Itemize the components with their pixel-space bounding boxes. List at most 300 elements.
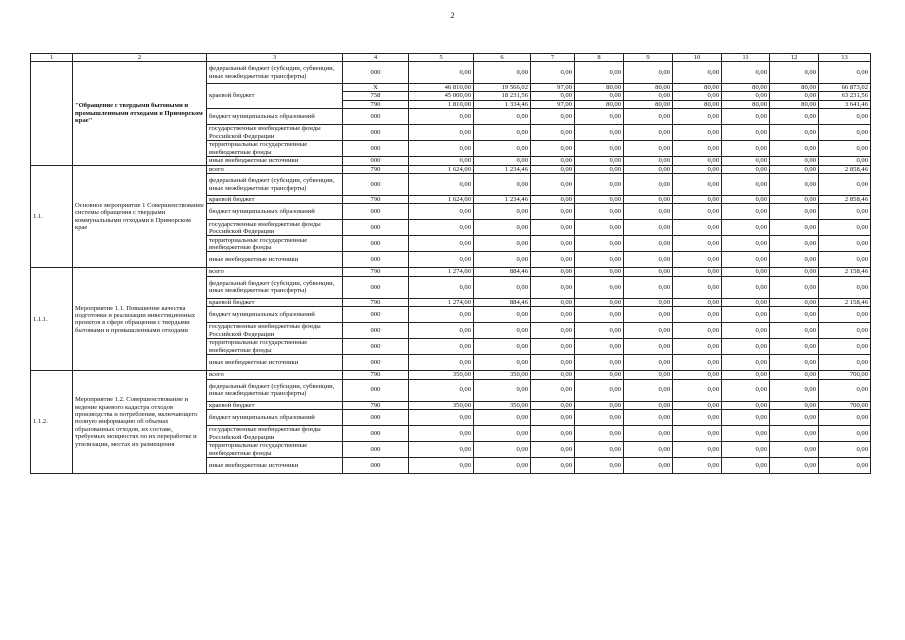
year-value: 0,00 — [409, 236, 474, 252]
year-value: 0,00 — [474, 220, 531, 236]
budget-code: 000 — [343, 204, 409, 220]
item-name: Мероприятие 1.1. Повышение качества подготовки и реализации инвестиционных проектов в сфере обращения с твердыми бытовыми и промышленными отходами — [73, 268, 207, 371]
year-value: 0,00 — [624, 401, 673, 409]
total-value: 0,00 — [819, 252, 871, 268]
year-value: 0,00 — [531, 204, 575, 220]
funding-source: бюджет муниципальных образований — [207, 204, 343, 220]
funding-source: всего — [207, 165, 343, 173]
column-header-12: 12 — [770, 54, 819, 62]
budget-code: 790 — [343, 100, 409, 108]
year-value: 0,00 — [722, 157, 770, 165]
budget-code: 000 — [343, 125, 409, 141]
year-value: 0,00 — [624, 204, 673, 220]
year-value: 0,00 — [722, 141, 770, 157]
budget-code: 000 — [343, 236, 409, 252]
funding-source: краевой бюджет — [207, 298, 343, 306]
year-value: 0,00 — [673, 371, 722, 379]
budget-code: Х — [343, 84, 409, 92]
year-value: 0,00 — [409, 141, 474, 157]
total-value: 0,00 — [819, 109, 871, 125]
budget-code: 000 — [343, 157, 409, 165]
year-value: 0,00 — [575, 236, 624, 252]
year-value: 0,00 — [409, 62, 474, 84]
year-value: 0,00 — [474, 410, 531, 426]
year-value: 0,00 — [474, 174, 531, 196]
total-value: 63 231,56 — [819, 92, 871, 100]
page-number: 2 — [450, 11, 455, 20]
total-value: 66 873,02 — [819, 84, 871, 92]
year-value: 0,00 — [673, 92, 722, 100]
year-value: 0,00 — [722, 62, 770, 84]
year-value: 0,00 — [575, 268, 624, 276]
year-value: 0,00 — [624, 236, 673, 252]
year-value: 0,00 — [770, 236, 819, 252]
budget-code: 000 — [343, 355, 409, 371]
year-value: 0,00 — [673, 339, 722, 355]
budget-code: 000 — [343, 339, 409, 355]
budget-code: 000 — [343, 442, 409, 458]
total-value: 0,00 — [819, 458, 871, 474]
year-value: 1 624,00 — [409, 165, 474, 173]
funding-source: краевой бюджет — [207, 196, 343, 204]
year-value: 0,00 — [770, 371, 819, 379]
year-value: 0,00 — [770, 307, 819, 323]
year-value: 0,00 — [722, 220, 770, 236]
item-number — [31, 62, 73, 166]
funding-source: государственные внебюджетные фонды Российской Федерации — [207, 323, 343, 339]
year-value: 0,00 — [673, 323, 722, 339]
year-value: 0,00 — [474, 236, 531, 252]
year-value: 0,00 — [673, 174, 722, 196]
year-value: 0,00 — [770, 276, 819, 298]
year-value: 0,00 — [531, 276, 575, 298]
funding-source: краевой бюджет — [207, 401, 343, 409]
year-value: 0,00 — [531, 355, 575, 371]
funding-source: федеральный бюджет (субсидии, субвенции, иные межбюджетные трансферты) — [207, 276, 343, 298]
year-value: 0,00 — [474, 339, 531, 355]
year-value: 0,00 — [409, 220, 474, 236]
year-value: 0,00 — [722, 339, 770, 355]
total-value: 0,00 — [819, 426, 871, 442]
year-value: 884,46 — [474, 268, 531, 276]
budget-code: 000 — [343, 307, 409, 323]
year-value: 0,00 — [673, 379, 722, 401]
year-value: 0,00 — [575, 426, 624, 442]
year-value: 0,00 — [409, 157, 474, 165]
year-value: 0,00 — [575, 92, 624, 100]
year-value: 0,00 — [673, 276, 722, 298]
year-value: 0,00 — [673, 268, 722, 276]
year-value: 0,00 — [624, 196, 673, 204]
budget-code: 000 — [343, 458, 409, 474]
budget-code: 000 — [343, 323, 409, 339]
year-value: 0,00 — [474, 323, 531, 339]
year-value: 0,00 — [575, 141, 624, 157]
funding-source: территориальные государственные внебюджетные фонды — [207, 442, 343, 458]
total-value: 0,00 — [819, 204, 871, 220]
year-value: 1 624,00 — [409, 196, 474, 204]
year-value: 0,00 — [722, 442, 770, 458]
total-value: 0,00 — [819, 62, 871, 84]
year-value: 0,00 — [575, 157, 624, 165]
year-value: 0,00 — [409, 379, 474, 401]
year-value: 0,00 — [531, 323, 575, 339]
table-body — [31, 62, 871, 474]
item-name: Мероприятие 1.2. Совершенствование и ведение краевого кадастра отходов производства и потребления, включающего полную информацию об объемах образованных отходов, их составе, требуемых мощностях по их переработке и утилизации, местах их размещения — [73, 371, 207, 474]
table-row — [31, 268, 871, 276]
year-value: 0,00 — [531, 109, 575, 125]
budget-code: 000 — [343, 252, 409, 268]
total-value: 3 641,46 — [819, 100, 871, 108]
year-value: 0,00 — [624, 252, 673, 268]
year-value: 0,00 — [770, 204, 819, 220]
year-value: 0,00 — [673, 236, 722, 252]
year-value: 1 234,46 — [474, 165, 531, 173]
year-value: 80,00 — [722, 84, 770, 92]
year-value: 0,00 — [624, 174, 673, 196]
year-value: 0,00 — [770, 401, 819, 409]
year-value: 0,00 — [722, 355, 770, 371]
year-value: 350,00 — [409, 401, 474, 409]
column-header-2: 2 — [73, 54, 207, 62]
budget-table — [30, 53, 871, 474]
year-value: 0,00 — [531, 165, 575, 173]
total-value: 2 858,46 — [819, 165, 871, 173]
year-value: 0,00 — [575, 307, 624, 323]
year-value: 18 231,56 — [474, 92, 531, 100]
funding-source: федеральный бюджет (субсидии, субвенции, иные межбюджетные трансферты) — [207, 174, 343, 196]
year-value: 0,00 — [624, 298, 673, 306]
table-row — [31, 62, 871, 84]
column-header-5: 5 — [409, 54, 474, 62]
total-value: 0,00 — [819, 220, 871, 236]
year-value: 80,00 — [624, 84, 673, 92]
budget-code: 000 — [343, 220, 409, 236]
year-value: 0,00 — [770, 442, 819, 458]
year-value: 0,00 — [624, 109, 673, 125]
total-value: 0,00 — [819, 157, 871, 165]
year-value: 0,00 — [722, 268, 770, 276]
year-value: 0,00 — [722, 125, 770, 141]
year-value: 0,00 — [722, 174, 770, 196]
funding-source: бюджет муниципальных образований — [207, 410, 343, 426]
budget-code: 000 — [343, 276, 409, 298]
year-value: 350,00 — [474, 401, 531, 409]
year-value: 350,00 — [409, 371, 474, 379]
year-value: 0,00 — [474, 157, 531, 165]
table-row — [31, 165, 871, 173]
year-value: 0,00 — [531, 268, 575, 276]
total-value: 0,00 — [819, 379, 871, 401]
year-value: 0,00 — [409, 307, 474, 323]
year-value: 0,00 — [722, 307, 770, 323]
year-value: 0,00 — [770, 220, 819, 236]
total-value: 2 158,46 — [819, 298, 871, 306]
year-value: 0,00 — [474, 355, 531, 371]
column-header-9: 9 — [624, 54, 673, 62]
year-value: 0,00 — [624, 220, 673, 236]
year-value: 0,00 — [770, 268, 819, 276]
header-row — [31, 54, 871, 62]
total-value: 0,00 — [819, 174, 871, 196]
year-value: 0,00 — [531, 220, 575, 236]
year-value: 80,00 — [770, 84, 819, 92]
total-value: 2 858,46 — [819, 196, 871, 204]
budget-code: 790 — [343, 401, 409, 409]
funding-source: территориальные государственные внебюджетные фонды — [207, 236, 343, 252]
total-value: 0,00 — [819, 307, 871, 323]
year-value: 0,00 — [531, 236, 575, 252]
year-value: 0,00 — [531, 157, 575, 165]
funding-source: иные внебюджетные источники — [207, 458, 343, 474]
year-value: 0,00 — [673, 125, 722, 141]
year-value: 0,00 — [531, 401, 575, 409]
year-value: 0,00 — [722, 379, 770, 401]
column-header-7: 7 — [531, 54, 575, 62]
year-value: 0,00 — [624, 339, 673, 355]
budget-code: 790 — [343, 196, 409, 204]
year-value: 0,00 — [624, 62, 673, 84]
year-value: 1 810,00 — [409, 100, 474, 108]
year-value: 0,00 — [770, 109, 819, 125]
year-value: 0,00 — [575, 379, 624, 401]
year-value: 0,00 — [770, 339, 819, 355]
year-value: 0,00 — [722, 371, 770, 379]
year-value: 0,00 — [409, 174, 474, 196]
year-value: 0,00 — [673, 141, 722, 157]
year-value: 0,00 — [474, 307, 531, 323]
year-value: 0,00 — [722, 252, 770, 268]
year-value: 0,00 — [575, 276, 624, 298]
year-value: 0,00 — [770, 165, 819, 173]
year-value: 0,00 — [531, 458, 575, 474]
total-value: 0,00 — [819, 339, 871, 355]
total-value: 0,00 — [819, 125, 871, 141]
budget-code: 758 — [343, 92, 409, 100]
year-value: 0,00 — [474, 62, 531, 84]
column-header-13: 13 — [819, 54, 871, 62]
column-header-8: 8 — [575, 54, 624, 62]
year-value: 0,00 — [409, 339, 474, 355]
year-value: 0,00 — [409, 252, 474, 268]
year-value: 80,00 — [575, 84, 624, 92]
year-value: 350,00 — [474, 371, 531, 379]
total-value: 0,00 — [819, 236, 871, 252]
year-value: 0,00 — [531, 62, 575, 84]
year-value: 0,00 — [673, 62, 722, 84]
year-value: 0,00 — [531, 196, 575, 204]
year-value: 0,00 — [409, 355, 474, 371]
year-value: 0,00 — [722, 401, 770, 409]
year-value: 0,00 — [722, 298, 770, 306]
year-value: 0,00 — [531, 371, 575, 379]
budget-code: 000 — [343, 62, 409, 84]
year-value: 0,00 — [575, 371, 624, 379]
year-value: 80,00 — [673, 84, 722, 92]
budget-code: 790 — [343, 268, 409, 276]
year-value: 0,00 — [474, 141, 531, 157]
year-value: 46 810,00 — [409, 84, 474, 92]
year-value: 0,00 — [575, 109, 624, 125]
year-value: 0,00 — [409, 125, 474, 141]
year-value: 0,00 — [673, 109, 722, 125]
year-value: 1 334,46 — [474, 100, 531, 108]
year-value: 0,00 — [673, 165, 722, 173]
total-value: 700,00 — [819, 371, 871, 379]
year-value: 0,00 — [474, 426, 531, 442]
year-value: 0,00 — [770, 426, 819, 442]
column-header-10: 10 — [673, 54, 722, 62]
year-value: 0,00 — [770, 196, 819, 204]
year-value: 0,00 — [673, 401, 722, 409]
funding-source: иные внебюджетные источники — [207, 355, 343, 371]
table-row — [31, 371, 871, 379]
year-value: 0,00 — [409, 458, 474, 474]
year-value: 0,00 — [624, 165, 673, 173]
year-value: 0,00 — [575, 401, 624, 409]
budget-code: 000 — [343, 174, 409, 196]
year-value: 0,00 — [673, 307, 722, 323]
year-value: 0,00 — [673, 458, 722, 474]
item-name: Основное мероприятие 1 Совершенствование системы обращения с твердыми коммунальными отходами в Приморском крае — [73, 165, 207, 268]
total-value: 0,00 — [819, 276, 871, 298]
funding-source: иные внебюджетные источники — [207, 157, 343, 165]
total-value: 0,00 — [819, 355, 871, 371]
year-value: 0,00 — [474, 442, 531, 458]
year-value: 0,00 — [624, 410, 673, 426]
year-value: 0,00 — [474, 125, 531, 141]
year-value: 0,00 — [474, 276, 531, 298]
year-value: 0,00 — [673, 410, 722, 426]
year-value: 0,00 — [673, 426, 722, 442]
year-value: 0,00 — [575, 298, 624, 306]
year-value: 0,00 — [770, 174, 819, 196]
funding-source: государственные внебюджетные фонды Российской Федерации — [207, 426, 343, 442]
total-value: 0,00 — [819, 141, 871, 157]
year-value: 0,00 — [722, 109, 770, 125]
year-value: 0,00 — [624, 276, 673, 298]
year-value: 0,00 — [575, 339, 624, 355]
year-value: 0,00 — [531, 141, 575, 157]
year-value: 0,00 — [722, 426, 770, 442]
year-value: 80,00 — [673, 100, 722, 108]
year-value: 0,00 — [624, 379, 673, 401]
year-value: 0,00 — [531, 442, 575, 458]
year-value: 1 274,00 — [409, 298, 474, 306]
year-value: 0,00 — [770, 62, 819, 84]
year-value: 0,00 — [575, 174, 624, 196]
year-value: 0,00 — [624, 157, 673, 165]
year-value: 0,00 — [770, 410, 819, 426]
column-header-4: 4 — [343, 54, 409, 62]
funding-source: территориальные государственные внебюджетные фонды — [207, 141, 343, 157]
year-value: 0,00 — [474, 252, 531, 268]
column-header-3: 3 — [207, 54, 343, 62]
budget-code: 000 — [343, 379, 409, 401]
funding-source: краевой бюджет — [207, 84, 343, 109]
budget-code: 790 — [343, 371, 409, 379]
year-value: 80,00 — [770, 100, 819, 108]
total-value: 0,00 — [819, 442, 871, 458]
item-name: "Обращение с твердыми бытовыми и промышленными отходами в Приморском крае" — [73, 62, 207, 166]
year-value: 0,00 — [409, 410, 474, 426]
year-value: 0,00 — [409, 442, 474, 458]
year-value: 0,00 — [770, 157, 819, 165]
year-value: 0,00 — [575, 458, 624, 474]
year-value: 0,00 — [673, 252, 722, 268]
year-value: 80,00 — [624, 100, 673, 108]
funding-source: иные внебюджетные источники — [207, 252, 343, 268]
year-value: 1 274,00 — [409, 268, 474, 276]
year-value: 0,00 — [531, 379, 575, 401]
year-value: 0,00 — [624, 355, 673, 371]
year-value: 0,00 — [531, 307, 575, 323]
year-value: 80,00 — [722, 100, 770, 108]
year-value: 0,00 — [722, 92, 770, 100]
year-value: 0,00 — [673, 220, 722, 236]
year-value: 884,46 — [474, 298, 531, 306]
year-value: 0,00 — [624, 442, 673, 458]
year-value: 0,00 — [624, 141, 673, 157]
budget-code: 000 — [343, 141, 409, 157]
year-value: 0,00 — [575, 204, 624, 220]
item-number: 1.1. — [31, 165, 73, 268]
year-value: 0,00 — [575, 355, 624, 371]
year-value: 0,00 — [409, 323, 474, 339]
funding-source: бюджет муниципальных образований — [207, 109, 343, 125]
year-value: 0,00 — [722, 276, 770, 298]
year-value: 0,00 — [673, 298, 722, 306]
year-value: 0,00 — [575, 62, 624, 84]
column-header-1: 1 — [31, 54, 73, 62]
year-value: 0,00 — [575, 196, 624, 204]
year-value: 0,00 — [770, 323, 819, 339]
year-value: 0,00 — [624, 307, 673, 323]
year-value: 0,00 — [624, 92, 673, 100]
year-value: 0,00 — [474, 458, 531, 474]
year-value: 0,00 — [722, 410, 770, 426]
year-value: 0,00 — [722, 236, 770, 252]
total-value: 2 158,46 — [819, 268, 871, 276]
year-value: 0,00 — [575, 125, 624, 141]
total-value: 0,00 — [819, 323, 871, 339]
year-value: 0,00 — [575, 442, 624, 458]
year-value: 0,00 — [575, 252, 624, 268]
year-value: 0,00 — [409, 426, 474, 442]
year-value: 0,00 — [624, 426, 673, 442]
budget-code: 000 — [343, 426, 409, 442]
column-header-11: 11 — [722, 54, 770, 62]
funding-source: государственные внебюджетные фонды Российской Федерации — [207, 220, 343, 236]
budget-code: 790 — [343, 298, 409, 306]
year-value: 0,00 — [722, 204, 770, 220]
year-value: 0,00 — [624, 268, 673, 276]
year-value: 0,00 — [531, 339, 575, 355]
item-number: 1.1.2. — [31, 371, 73, 474]
year-value: 0,00 — [624, 458, 673, 474]
year-value: 1 234,46 — [474, 196, 531, 204]
year-value: 0,00 — [409, 204, 474, 220]
column-header-6: 6 — [474, 54, 531, 62]
year-value: 0,00 — [409, 276, 474, 298]
year-value: 0,00 — [531, 174, 575, 196]
year-value: 0,00 — [531, 410, 575, 426]
funding-source: федеральный бюджет (субсидии, субвенции, иные межбюджетные трансферты) — [207, 62, 343, 84]
year-value: 0,00 — [673, 157, 722, 165]
year-value: 0,00 — [531, 298, 575, 306]
year-value: 0,00 — [770, 92, 819, 100]
year-value: 0,00 — [722, 458, 770, 474]
